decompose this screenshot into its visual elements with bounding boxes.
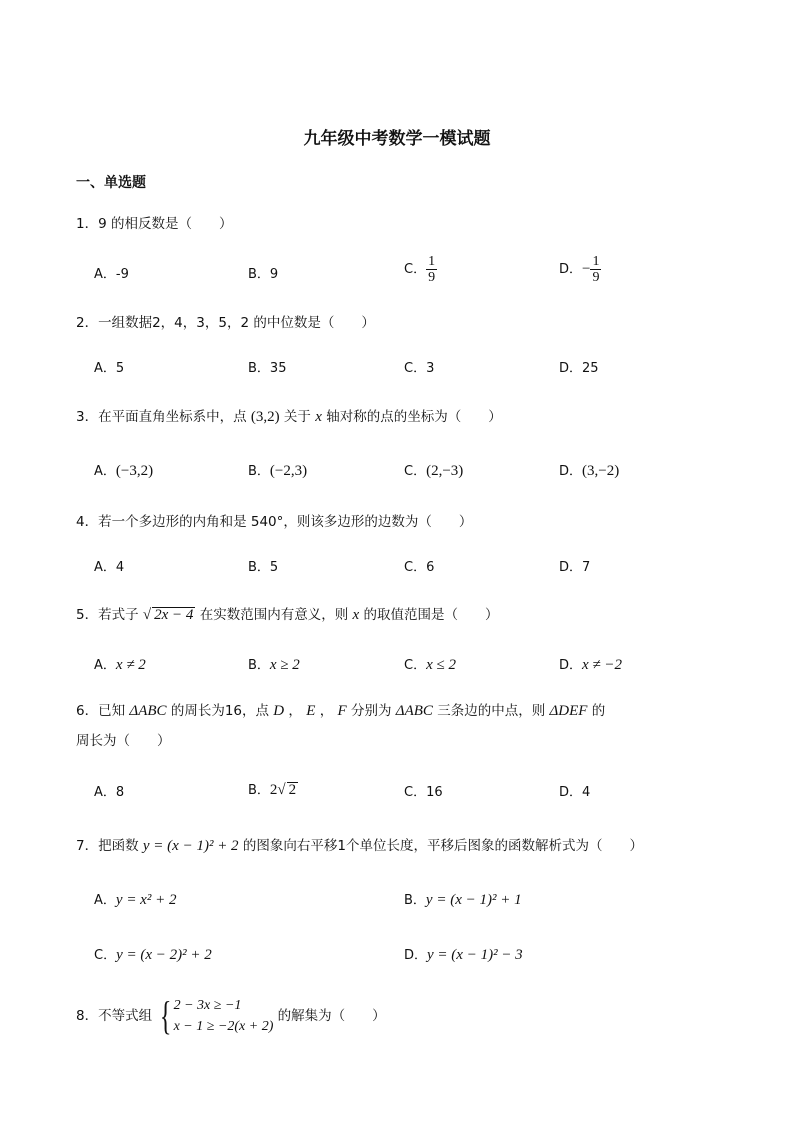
option-label: D． bbox=[559, 658, 583, 673]
question-2-option-d[interactable]: D．25 bbox=[559, 361, 599, 376]
radicand: 2x − 4 bbox=[154, 607, 194, 623]
option-math: (−3,2) bbox=[115, 463, 154, 479]
question-3-option-b[interactable] bbox=[248, 460, 307, 480]
question-7-stem bbox=[76, 834, 643, 855]
question-7-option-c[interactable] bbox=[94, 944, 212, 964]
fraction-numerator: 1 bbox=[592, 254, 600, 269]
option-label: C． bbox=[404, 464, 427, 479]
math-variable: x bbox=[352, 607, 360, 623]
fraction-denominator: 9 bbox=[428, 270, 436, 285]
question-2-option-c[interactable]: C．3 bbox=[404, 361, 435, 376]
option-math: (3,−2) bbox=[582, 463, 620, 479]
option-label: B． bbox=[248, 783, 270, 798]
question-1-option-a[interactable]: A．-9 bbox=[94, 267, 129, 282]
minus-sign: − bbox=[582, 261, 591, 277]
section-heading: 一、单选题 bbox=[76, 175, 146, 191]
fraction-numerator: 1 bbox=[428, 254, 436, 269]
option-math: y = (x − 2)² + 2 bbox=[116, 947, 212, 963]
option-math: x ≠ 2 bbox=[115, 657, 146, 673]
stem-text: 的 bbox=[587, 703, 606, 719]
question-3-stem bbox=[76, 405, 502, 426]
sqrt-sign: √ bbox=[142, 607, 152, 623]
question-4-stem: 4．若一个多边形的内角和是 540°，则该多边形的边数为（ ） bbox=[76, 514, 473, 530]
stem-text: 关于 bbox=[279, 409, 316, 425]
brace-icon: { bbox=[160, 993, 172, 1038]
option-label: B． bbox=[248, 464, 270, 479]
option-label: A． bbox=[94, 893, 116, 908]
triangle-label: ΔDEF bbox=[549, 703, 588, 719]
stem-text: 的解集为（ ） bbox=[273, 1008, 386, 1024]
question-5-option-c[interactable] bbox=[404, 654, 456, 674]
option-label: C． bbox=[404, 658, 427, 673]
question-7-option-d[interactable] bbox=[404, 944, 523, 964]
stem-text: 6．已知 bbox=[76, 703, 130, 719]
question-2-option-a[interactable]: A．5 bbox=[94, 361, 125, 376]
stem-text: 3．在平面直角坐标系中，点 bbox=[76, 409, 251, 425]
option-label: C． bbox=[94, 948, 117, 963]
option-math: (−2,3) bbox=[269, 463, 308, 479]
question-5-option-d[interactable] bbox=[559, 654, 622, 674]
option-label: A． bbox=[94, 658, 116, 673]
question-7-option-a[interactable] bbox=[94, 889, 176, 909]
question-6-stem-line2: 周长为（ ） bbox=[76, 733, 171, 749]
question-4-option-c[interactable]: C．6 bbox=[404, 560, 435, 575]
option-math: y = (x − 1)² + 1 bbox=[425, 892, 522, 908]
stem-text: 的取值范围是（ ） bbox=[359, 607, 499, 623]
option-math: x ≤ 2 bbox=[426, 657, 456, 673]
stem-text: 5．若式子 bbox=[76, 607, 143, 623]
math-point: (3,2) bbox=[250, 409, 280, 425]
option-label: B． bbox=[404, 893, 426, 908]
question-1-option-c[interactable] bbox=[404, 254, 437, 285]
stem-text: 7．把函数 bbox=[76, 838, 143, 854]
option-math: x ≠ −2 bbox=[582, 657, 623, 673]
stem-text: 8．不等式组 bbox=[76, 1008, 157, 1024]
stem-text: 在实数范围内有意义，则 bbox=[195, 607, 353, 623]
option-math: y = x² + 2 bbox=[115, 892, 177, 908]
point-label: D bbox=[273, 703, 285, 719]
stem-text: 的图象向右平移1个单位长度，平移后图象的函数解析式为（ ） bbox=[238, 838, 643, 854]
question-4-option-b[interactable]: B．5 bbox=[248, 560, 279, 575]
option-label: B． bbox=[248, 658, 270, 673]
stem-text: 的周长为16，点 bbox=[166, 703, 274, 719]
question-8-stem bbox=[76, 995, 386, 1037]
stem-text: 三条边的中点，则 bbox=[432, 703, 550, 719]
function-expression: y = (x − 1)² + 2 bbox=[142, 838, 239, 854]
radicand: 2 bbox=[288, 782, 297, 798]
sqrt-sign: √ bbox=[277, 782, 286, 798]
question-2-stem: 2．一组数据2，4，3，5，2 的中位数是（ ） bbox=[76, 315, 375, 331]
question-1-stem: 1．9 的相反数是（ ） bbox=[76, 216, 233, 232]
question-4-option-d[interactable]: D．7 bbox=[559, 560, 591, 575]
point-label: E bbox=[306, 703, 316, 719]
question-5-option-b[interactable] bbox=[248, 654, 300, 674]
stem-text: 轴对称的点的坐标为（ ） bbox=[321, 409, 502, 425]
option-math: x ≥ 2 bbox=[269, 657, 300, 673]
coefficient: 2 bbox=[269, 782, 278, 798]
question-6-option-d[interactable]: D．4 bbox=[559, 785, 591, 800]
option-math: (2,−3) bbox=[426, 463, 464, 479]
option-label: D． bbox=[404, 948, 428, 963]
question-5-stem bbox=[76, 603, 498, 624]
fraction bbox=[590, 254, 601, 285]
point-label: F bbox=[337, 703, 347, 719]
stem-text: 分别为 bbox=[346, 703, 396, 719]
inequality-system bbox=[156, 995, 273, 1037]
question-7-option-b[interactable] bbox=[404, 889, 522, 909]
question-6-option-c[interactable]: C．16 bbox=[404, 785, 443, 800]
question-2-option-b[interactable]: B．35 bbox=[248, 361, 287, 376]
question-3-option-d[interactable] bbox=[559, 460, 619, 480]
option-math: y = (x − 1)² − 3 bbox=[427, 947, 523, 963]
fraction-denominator: 9 bbox=[592, 270, 600, 285]
option-label: D． bbox=[559, 464, 583, 479]
question-6-option-a[interactable]: A．8 bbox=[94, 785, 125, 800]
question-4-option-a[interactable]: A．4 bbox=[94, 560, 125, 575]
separator: ， bbox=[284, 703, 307, 719]
question-6-stem-line1 bbox=[76, 699, 605, 720]
math-variable: x bbox=[315, 409, 322, 425]
triangle-label: ΔABC bbox=[395, 703, 433, 719]
option-label: D． bbox=[559, 262, 583, 277]
question-1-option-b[interactable]: B．9 bbox=[248, 267, 279, 282]
separator: ， bbox=[315, 703, 338, 719]
inequality-line: 2 − 3x ≥ −1 bbox=[173, 998, 242, 1013]
question-3-option-c[interactable] bbox=[404, 460, 463, 480]
inequality-line: x − 1 ≥ −2(x + 2) bbox=[173, 1019, 274, 1034]
question-5-option-a[interactable] bbox=[94, 654, 146, 674]
option-label: C． bbox=[404, 262, 427, 277]
fraction bbox=[426, 254, 437, 285]
question-1-option-d[interactable] bbox=[559, 254, 601, 285]
question-3-option-a[interactable] bbox=[94, 460, 153, 480]
option-label: A． bbox=[94, 464, 116, 479]
page-title: 九年级中考数学一模试题 bbox=[303, 129, 491, 149]
triangle-label: ΔABC bbox=[129, 703, 167, 719]
question-6-option-b[interactable] bbox=[248, 779, 298, 799]
